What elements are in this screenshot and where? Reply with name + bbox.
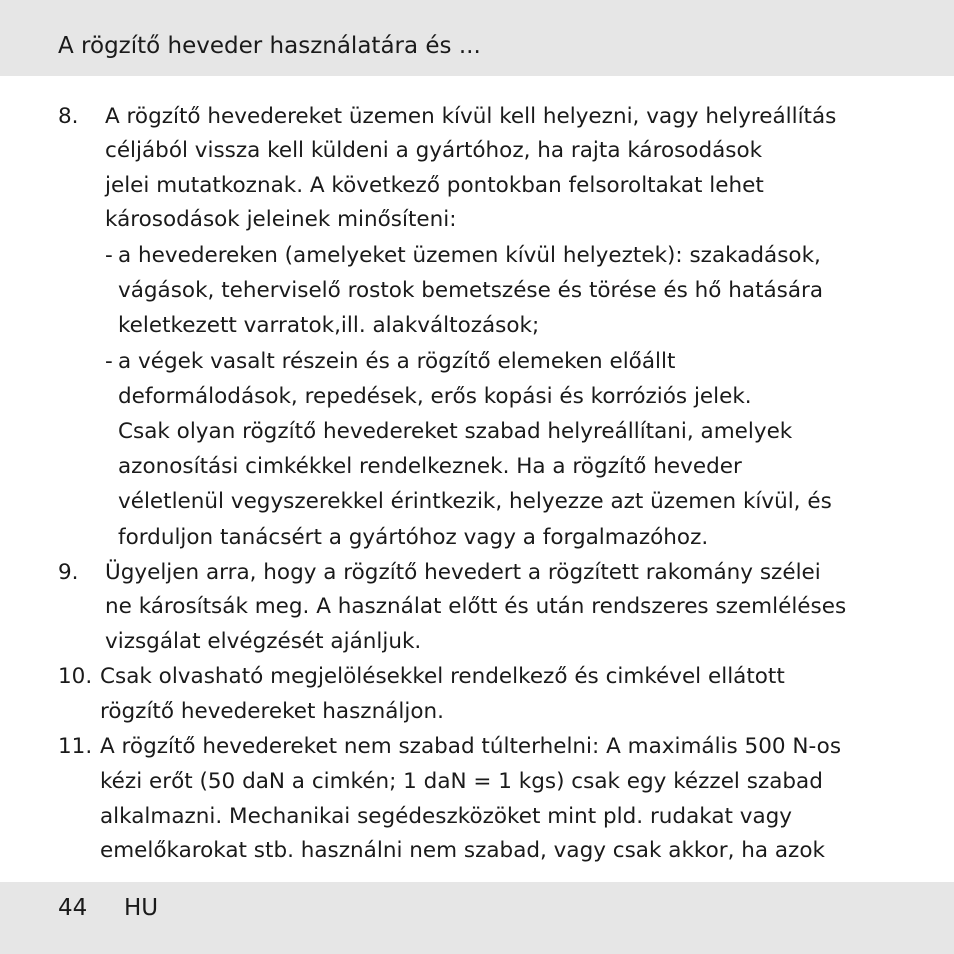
bullet-marker: - [105, 349, 113, 374]
bullet-marker: - [105, 243, 113, 268]
bullet-text-line: vágások, teherviselő rostok bemetszése és törése és hő hatására [118, 278, 824, 303]
item-text-line: Ügyeljen arra, hogy a rögzítő hevedert a rögzített rakomány szélei [105, 560, 821, 585]
item-number: 11. [58, 734, 93, 759]
bullet-text-line: a végek vasalt részein és a rögzítő elemeken előállt [118, 349, 676, 374]
page-number: 44 [58, 895, 88, 921]
item-number: 9. [58, 560, 79, 585]
item-text-line: Csak olyan rögzítő hevedereket szabad helyreállítani, amelyek [118, 419, 793, 444]
item-text-line: A rögzítő hevedereket nem szabad túlterhelni: A maximális 500 N-os [100, 734, 842, 759]
item-text-line: jelei mutatkoznak. A következő pontokban felsoroltakat lehet [105, 173, 764, 198]
item-text-line: azonosítási cimkékkel rendelkeznek. Ha a rögzítő heveder [118, 454, 742, 479]
item-text-line: rögzítő hevedereket használjon. [100, 699, 444, 724]
language-code: HU [124, 895, 159, 921]
item-text-line: károsodások jeleinek minősíteni: [105, 207, 457, 232]
bullet-text-line: keletkezett varratok,ill. alakváltozások; [118, 313, 540, 338]
item-text-line: A rögzítő hevedereket üzemen kívül kell helyezni, vagy helyreállítás [105, 104, 837, 129]
item-number: 8. [58, 104, 79, 129]
item-text-line: alkalmazni. Mechanikai segédeszközöket mint pld. rudakat vagy [100, 804, 793, 829]
item-number: 10. [58, 664, 93, 689]
item-text-line: vizsgálat elvégzését ajánljuk. [105, 629, 422, 654]
bullet-text-line: deformálodások, repedések, erős kopási és korróziós jelek. [118, 384, 752, 409]
item-text-line: forduljon tanácsért a gyártóhoz vagy a forgalmazóhoz. [118, 525, 709, 550]
page-title: A rögzítő heveder használatára és ... [58, 33, 481, 59]
item-text-line: véletlenül vegyszerekkel érintkezik, helyezze azt üzemen kívül, és [118, 489, 832, 514]
item-text-line: kézi erőt (50 daN a cimkén; 1 daN = 1 kgs) csak egy kézzel szabad [100, 769, 823, 794]
item-text-line: Csak olvasható megjelölésekkel rendelkező és cimkével ellátott [100, 664, 785, 689]
item-text-line: emelőkarokat stb. használni nem szabad, vagy csak akkor, ha azok [100, 838, 825, 863]
bullet-text-line: a hevedereken (amelyeket üzemen kívül helyeztek): szakadások, [118, 243, 821, 268]
item-text-line: ne károsítsák meg. A használat előtt és után rendszeres szemléléses [105, 594, 847, 619]
item-text-line: céljából vissza kell küldeni a gyártóhoz, ha rajta károsodások [105, 138, 763, 163]
